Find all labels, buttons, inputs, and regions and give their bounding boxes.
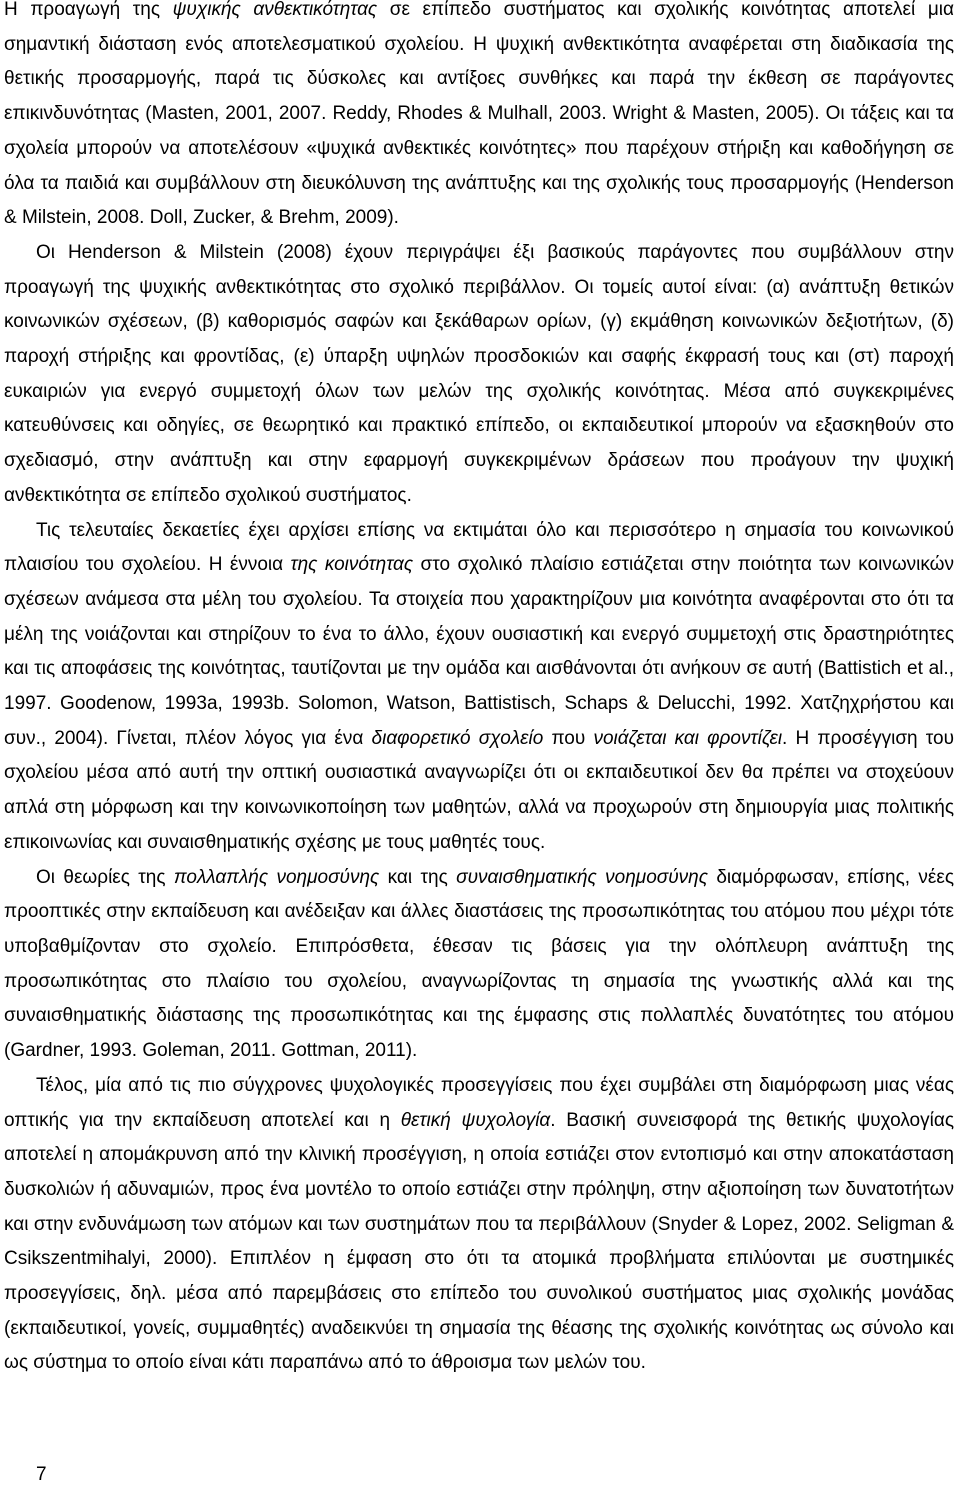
- paragraph-2-text-1: Οι Henderson & Milstein (2008) έχουν περιγράψει έξι βασικούς παράγοντες που συμβάλλουν στην προαγωγή της ψυχικής ανθεκτικότητας στο σχολικό περιβάλλον. Οι τομείς αυτοί είναι: (α) ανάπτυξη θετικών κοινωνικών σχέσεων, (β) καθορισμός σαφών και ξεκάθαρων ορίων, (γ) εκμάθηση κοινωνικών δεξιοτήτων, (δ) παροχή στήριξης και φροντίδας, (ε) ύπαρξη υψηλών προσδοκιών και σαφής έκφρασή τους και (στ) παροχή ευκαιριών για ενεργό συμμετοχή όλων των μελών της σχολικής κοινότητας. Μέσα από συγκεκριμένες κατευθύνσεις και οδηγίες, σε θεωρητικό και πρακτικό επίπεδο, οι εκπαιδευτικοί μπορούν να εξασκηθούν στο σχεδιασμό, στην ανάπτυξη και στην εφαρμογή συγκεκριμένων δράσεων που προάγουν την ψυχική ανθεκτικότητα σε επίπεδο σχολικού συστήματος.: [4, 241, 954, 506]
- paragraph-3-italic-3: νοιάζεται και φροντίζει: [593, 727, 783, 749]
- paragraph-4-text-3: διαμόρφωσαν, επίσης, νέες προοπτικές στην εκπαίδευση και ανέδειξαν και άλλες διαστάσεις της προσωπικότητας του ατόμου που μέχρι τότε υποβαθμίζονταν στο σχολείο. Επιπρόσθετα, έθεσαν τις βάσεις για την ολόπλευρη ανάπτυξη της προσωπικότητας στο πλαίσιο του σχολείου, αναγνωρίζοντας τη σημασία της γνωστικής αλλά και της συναισθηματικής διάστασης της προσωπικότητας και της έμφασης στις πολλαπλές δυνατότητες του ατόμου (Gardner, 1993. Goleman, 2011. Gottman, 2011).: [4, 866, 954, 1062]
- paragraph-1-text-1: Η προαγωγή της: [4, 0, 173, 20]
- paragraph-4-text-2: και της: [379, 866, 457, 888]
- paragraph-3-text-4: . Η προσέγγιση του σχολείου μέσα από αυτή την οπτική ουσιαστικά αναγνωρίζει ότι οι εκπαιδευτικοί δεν θα πρέπει να στοχεύουν απλά στη μόρφωση και την κοινωνικοποίηση των μαθητών, αλλά να προχωρούν στη δημιουργία μιας πολιτικής επικοινωνίας και συναισθηματικής σχέσης με τους μαθητές τους.: [4, 727, 954, 853]
- paragraph-3-italic-1: της κοινότητας: [290, 554, 414, 576]
- paragraph-4-text-1: Οι θεωρίες της: [36, 866, 174, 888]
- paragraph-1-text-2: σε επίπεδο συστήματος και σχολικής κοινότητας αποτελεί μια σημαντική διάσταση ενός αποτελεσματικού σχολείου. Η ψυχική ανθεκτικότητα αναφέρεται στη διαδικασία της θετικής προσαρμογής, παρά τις δύσκολες και αντίξοες συνθήκες και παρά την έκθεση σε παράγοντες επικινδυνότητας (Masten, 2001, 2007. Reddy, Rhodes & Mulhall, 2003. Wright & Masten, 2005). Οι τάξεις και τα σχολεία μπορούν να αποτελέσουν «ψυχικά ανθεκτικές κοινότητες» που παρέχουν στήριξη και καθοδήγηση σε όλα τα παιδιά και συμβάλλουν στη διευκόλυνση της ανάπτυξης και της σχολικής τους προσαρμογής (Henderson & Milstein, 2008. Doll, Zucker, & Brehm, 2009).: [4, 0, 954, 229]
- paragraph-2: [4, 236, 954, 514]
- body-text: [4, 0, 954, 1381]
- paragraph-3-text-1: Τις τελευταίες δεκαετίες έχει αρχίσει επίσης να εκτιμάται όλο και περισσότερο η σημασία του κοινωνικού πλαισίου του σχολείου. Η έννοια: [4, 519, 954, 576]
- paragraph-4-italic-1: πολλαπλής νοημοσύνης: [173, 866, 380, 888]
- paragraph-5-text-2: . Βασική συνεισφορά της θετικής ψυχολογίας αποτελεί η απομάκρυνση από την κλινική προσέγγιση, η οποία εστιάζει στον εντοπισμό και στην αποκατάσταση δυσκολιών ή αδυναμιών, προς ένα μοντέλο το οποίο εστιάζει στην πρόληψη, στην αξιοποίηση των δυνατοτήτων και στην ενδυνάμωση των ατόμων και των συστημάτων που τα περιβάλλουν (Snyder & Lopez, 2002. Seligman & Csikszentmihalyi, 2000). Επιπλέον η έμφαση στο ότι τα ατομικά προβλήματα επιλύονται με συστημικές προσεγγίσεις, δηλ. μέσα από παρεμβάσεις στο επίπεδο του συνολικού συστήματος μιας σχολικής μονάδας (εκπαιδευτικοί, γονείς, συμμαθητές) αναδεικνύει τη σημασία της θέασης της σχολικής κοινότητας ως σύνολο και ως σύστημα το οποίο είναι κάτι παραπάνω από το άθροισμα των μελών του.: [4, 1109, 954, 1374]
- page-number: 7: [36, 1464, 47, 1485]
- paragraph-5-text-1: Τέλος, μία από τις πιο σύγχρονες ψυχολογικές προσεγγίσεις που έχει συμβάλει στη διαμόρφωση μιας νέας οπτικής για την εκπαίδευση αποτελεί και η: [4, 1074, 954, 1131]
- paragraph-5: [4, 1069, 954, 1381]
- paragraph-5-italic-1: θετική ψυχολογία: [400, 1109, 551, 1131]
- paragraph-3: [4, 514, 954, 861]
- paragraph-1-italic-1: ψυχικής ανθεκτικότητας: [172, 0, 378, 20]
- paragraph-3-text-3: που: [543, 727, 594, 749]
- paragraph-4: [4, 861, 954, 1069]
- paragraph-1: [4, 0, 954, 236]
- paragraph-3-italic-2: διαφορετικό σχολείο: [371, 727, 544, 749]
- paragraph-4-italic-2: συναισθηματικής νοημοσύνης: [456, 866, 708, 888]
- paragraph-3-text-2: στο σχολικό πλαίσιο εστιάζεται στην ποιότητα των κοινωνικών σχέσεων ανάμεσα στα μέλη του σχολείου. Τα στοιχεία που χαρακτηρίζουν μια κοινότητα αναφέρονται στο ότι τα μέλη της νοιάζονται και στηρίζουν το ένα το άλλο, έχουν ουσιαστική και ενεργό συμμετοχή στις δραστηριότητες και τις αποφάσεις της κοινότητας, ταυτίζονται με την ομάδα και αισθάνονται ότι ανήκουν σε αυτή (Battistich et al., 1997. Goodenow, 1993a, 1993b. Solomon, Watson, Battistisch, Schaps & Delucchi, 1992. Χατζηχρήστου και συν., 2004). Γίνεται, πλέον λόγος για ένα: [4, 554, 954, 749]
